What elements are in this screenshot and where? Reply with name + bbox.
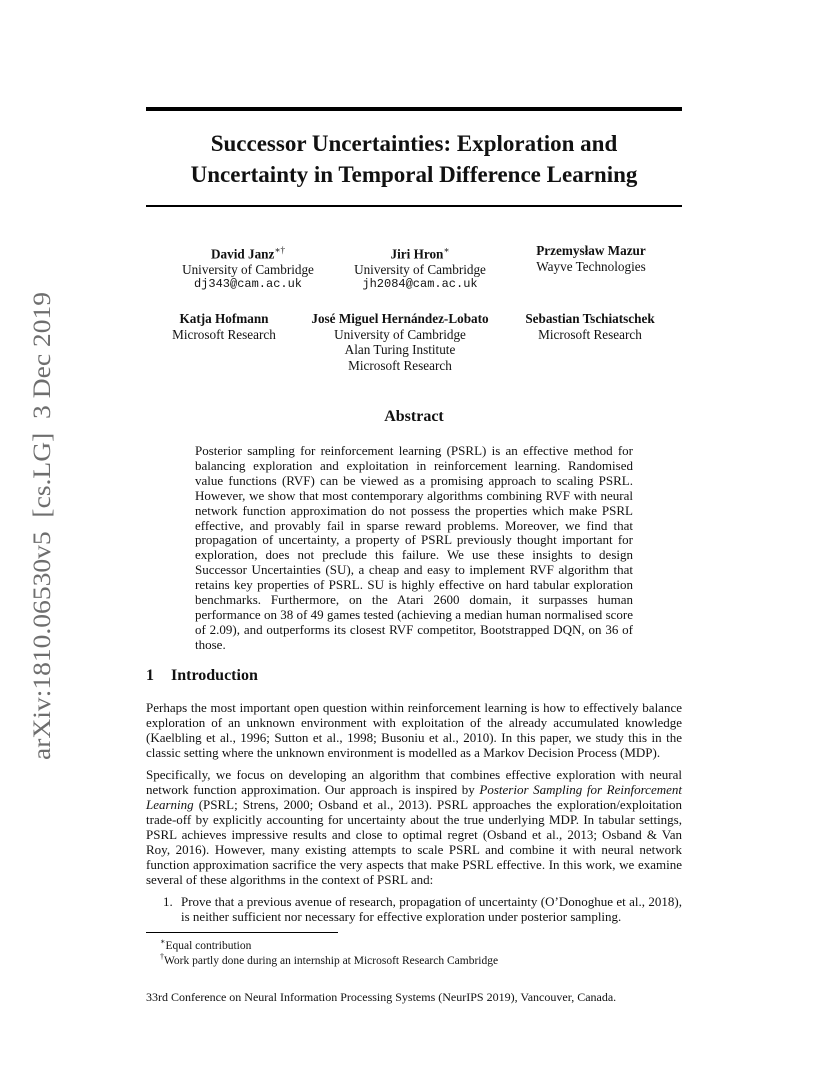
author-name: David Janz∗† — [210, 245, 285, 262]
author-block — [300, 311, 500, 373]
footnote-mark: ∗ — [160, 937, 166, 946]
paper-title — [146, 128, 682, 190]
section-number: 1 — [146, 667, 154, 684]
author-affiliation: Microsoft Research — [348, 357, 452, 373]
author-mark: ∗† — [274, 245, 285, 255]
author-email: jh2084@cam.ac.uk — [362, 277, 478, 292]
footnote-1: ∗Equal contribution — [160, 937, 252, 952]
author-block — [340, 243, 500, 293]
list-item-number: 1. — [163, 894, 173, 909]
author-block — [168, 243, 328, 293]
venue-note: 33rd Conference on Neural Information Processing Systems (NeurIPS 2019), Vancouver, Canada. — [146, 990, 617, 1004]
author-block — [505, 311, 675, 342]
author-mark: ∗ — [443, 245, 450, 255]
author-affiliation: Alan Turing Institute — [344, 342, 456, 357]
section-heading — [146, 667, 258, 685]
author-email: dj343@cam.ac.uk — [193, 277, 303, 292]
author-affiliation: Wayve Technologies — [536, 258, 646, 274]
title-line-2: Uncertainty in Temporal Difference Learning — [190, 162, 638, 187]
author-name: Przemysław Mazur — [536, 243, 646, 258]
footnote-2: †Work partly done during an internship at Microsoft Research Cambridge — [160, 952, 499, 967]
list-item — [163, 894, 682, 924]
emphasis-psrl: Posterior Sampling for Reinforcement Learning — [146, 782, 682, 812]
intro-paragraph-1: Perhaps the most important open question within reinforcement learning is how to effectively balance exploration of an unknown environment with exploitation of the already accumulated knowledge (Kaelbling et al., 1996; Sutton et al., 1998; Busoniu et al., 2010). In this paper, we study this in the classic setting where the unknown environment is modelled as a Markov Decision Process (MDP). — [146, 700, 682, 760]
title-line-1: Successor Uncertainties: Exploration and — [210, 131, 618, 156]
author-affiliation: Microsoft Research — [538, 326, 642, 342]
footnote-mark: † — [160, 952, 164, 961]
title-bottom-rule — [146, 205, 682, 207]
intro-paragraph-2: Specifically, we focus on developing an algorithm that combines effective exploration with neural network function approximation. Our approach is inspired by Posterior Sampling for Reinforcement Learning (PSRL; Strens, 2000; Osband et al., 2013). PSRL approaches the exploration/exploitation trade-off by explicitly accounting for uncertainty about the true underlying MDP. In tabular settings, PSRL achieves impressive results and close to optimal regret (Osband et al., 2013; Osband & Van Roy, 2016). However, many existing attempts to scale PSRL and combine it with neural network function approximation sacrifice the very aspects that make PSRL effective. In this work, we examine several of these algorithms in the context of PSRL and: — [146, 767, 682, 887]
arxiv-identifier: arXiv:1810.06530v5 [cs.LG] 3 Dec 2019 — [27, 326, 56, 760]
author-affiliation: University of Cambridge — [354, 261, 486, 277]
author-name: Katja Hofmann — [179, 311, 269, 326]
footnote-rule — [146, 932, 338, 933]
author-name: Sebastian Tschiatschek — [525, 311, 655, 326]
author-affiliation: University of Cambridge — [334, 326, 466, 342]
author-name: José Miguel Hernández-Lobato — [311, 311, 489, 326]
title-top-rule — [146, 107, 682, 111]
list-item-text: Prove that a previous avenue of research, propagation of uncertainty (O’Donoghue et al., 2018), is neither sufficient nor necessary for effective exploration under posterior sampling. — [181, 894, 682, 924]
abstract-heading: Abstract — [384, 408, 444, 425]
author-block — [511, 243, 671, 274]
author-block — [150, 311, 298, 342]
author-name: Jiri Hron∗ — [390, 245, 450, 262]
author-affiliation: University of Cambridge — [182, 261, 314, 277]
section-title: Introduction — [171, 667, 258, 684]
author-affiliation: Microsoft Research — [172, 326, 276, 342]
abstract-body: Posterior sampling for reinforcement learning (PSRL) is an effective method for balancing exploration and exploitation in reinforcement learning. Randomised value functions (RVF) can be viewed as a promising approach to scaling PSRL. However, we show that most contemporary algorithms combining RVF with neural network function approximation do not possess the properties which make PSRL effective, and provably fail in sparse reward problems. Moreover, we find that propagation of uncertainty, a property of PSRL previously thought important for exploration, does not preclude this failure. We use these insights to design Successor Uncertainties (SU), a cheap and easy to implement RVF algorithm that retains key properties of PSRL. SU is highly effective on hard tabular exploration benchmarks. Furthermore, on the Atari 2600 domain, it surpasses human performance on 38 of 49 games tested (achieving a median human normalised score of 2.09), and outperforms its closest RVF competitor, Bootstrapped DQN, on 36 of those. — [195, 443, 633, 652]
arxiv-sidebar-stamp — [18, 290, 58, 760]
